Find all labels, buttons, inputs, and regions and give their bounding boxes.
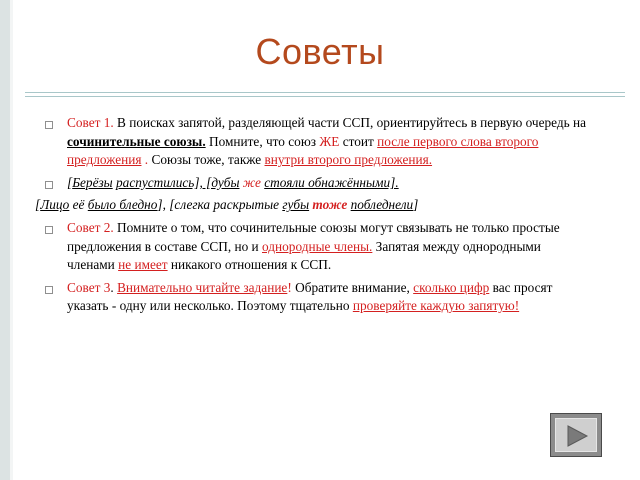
tip-1-link-inside-second[interactable]: внутри второго предложения. (264, 152, 433, 168)
tip-3-text: Обратите внимание, (291, 279, 414, 295)
tip-1-dot: . (141, 152, 149, 168)
tip-2 (45, 219, 590, 275)
tip-3-link-read-task[interactable]: Внимательно читайте задание (117, 279, 288, 295)
example-1-predicate: распустились], [дубы (116, 174, 240, 190)
example-1-predicate-2: стояли обнажёнными]. (264, 174, 399, 190)
bullet-square-icon (45, 286, 53, 294)
next-slide-button[interactable] (550, 413, 602, 457)
slide-body (35, 114, 590, 320)
title-divider-2 (25, 96, 625, 97)
example-2-text: ], [слегка раскрытые (157, 197, 283, 213)
tip-3-link-how-many-digits[interactable]: сколько цифр (413, 279, 490, 295)
tip-1-link-conjunctions[interactable]: сочинительные союзы. (67, 133, 206, 149)
example-2-subject-2: губы (282, 197, 310, 213)
tip-2-link-not-related[interactable]: не имеет (118, 257, 168, 273)
example-1-zhe: же (239, 174, 265, 190)
tip-2-text: никакого отношения к ССП. (167, 257, 332, 273)
tip-2-text: Помните о том, что сочинительные союзы могут связывать не только простые предложения в составе ССП, но и (67, 219, 560, 254)
tip-3-excl: ! (287, 279, 292, 295)
example-1-text: [ (67, 174, 73, 190)
tip-1 (45, 114, 590, 170)
example-1 (45, 174, 590, 193)
tip-3-text: . (110, 279, 118, 295)
example-1-subject: Берёзы (72, 174, 113, 190)
tip-3-link-check-commas[interactable]: проверяйте каждую запятую! (352, 298, 520, 314)
tip-2-link-homogeneous[interactable]: однородные члены. (262, 238, 373, 254)
tip-3 (45, 279, 590, 316)
tip-2-text: Запятая между однородными членами (67, 238, 541, 273)
tip-1-text: Союзы тоже, также (148, 152, 265, 168)
tip-3-text: вас просят указать - одну или несколько. Поэтому тщательно (67, 279, 553, 314)
example-2 (35, 196, 590, 215)
example-2-subject: Лицо (40, 197, 70, 213)
example-2-predicate-2: побледнели (350, 197, 414, 213)
tip-3-label: Совет 3 (67, 279, 111, 295)
example-2-tozhe: тоже (309, 197, 351, 213)
tip-1-label: Совет 1. (67, 115, 114, 130)
tip-1-text: В поисках запятой, разделяющей части ССП, ориентируйтесь в первую очередь на (113, 115, 587, 130)
example-2-text: [ (35, 197, 41, 213)
tip-1-link-after-first-word[interactable]: после первого слова второго предложения (67, 133, 539, 168)
example-2-text: её (69, 197, 88, 213)
tip-1-zhe: ЖЕ (319, 133, 340, 149)
example-2-text: ] (413, 197, 419, 213)
example-2-predicate: было бледно (87, 197, 158, 213)
tip-1-text: Помните, что союз (205, 133, 320, 149)
bullet-square-icon (45, 121, 53, 129)
tip-2-label: Совет 2. (67, 219, 114, 235)
next-slide-button-face[interactable] (555, 418, 597, 452)
title-divider (25, 92, 625, 93)
play-right-icon (565, 425, 589, 447)
bullet-square-icon (45, 181, 53, 189)
bullet-square-icon (45, 226, 53, 234)
slide-title: Советы (255, 31, 385, 72)
tip-1-text: стоит (339, 133, 378, 149)
